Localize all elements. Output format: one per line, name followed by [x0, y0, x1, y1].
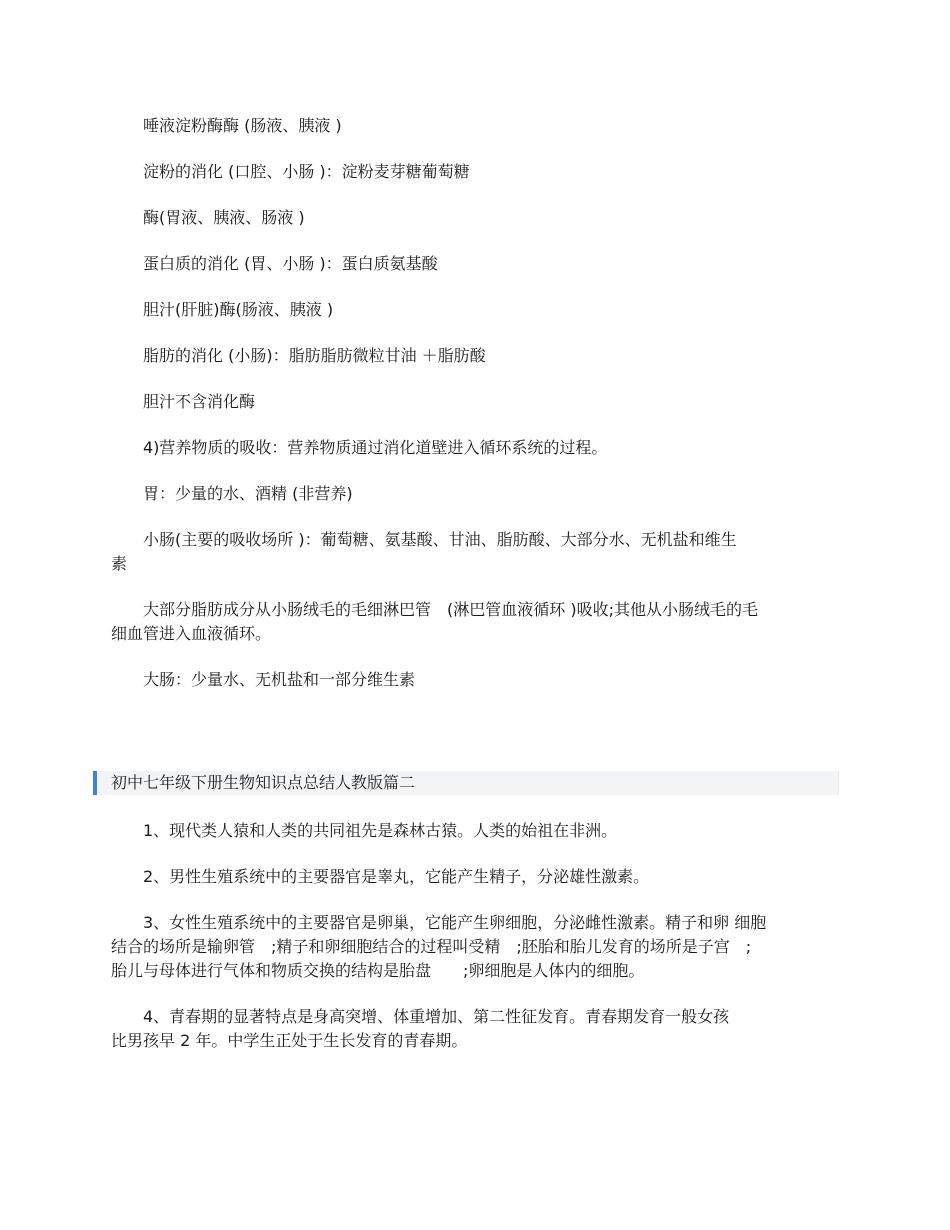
paragraph-human-origin: 1、现代类人猿和人类的共同祖先是森林古猿。人类的始祖在非洲。 — [111, 821, 618, 840]
section-header — [93, 771, 839, 795]
paragraph-puberty: 4、青春期的显著特点是身高突增、体重增加、第二性征发育。青春期发育一般女孩 比男孩早 2 年。中学生正处于生长发育的青春期。 — [111, 1007, 730, 1050]
paragraph-stomach: 胃：少量的水、酒精 (非营养) — [111, 484, 353, 503]
paragraph-fat-digestion: 脂肪的消化 (小肠)：脂肪脂肪微粒甘油 ＋脂肪酸 — [111, 346, 486, 365]
section-title: 初中七年级下册生物知识点总结人教版篇二 — [111, 773, 416, 792]
paragraph-starch-digestion: 淀粉的消化 (口腔、小肠 )：淀粉麦芽糖葡萄糖 — [111, 162, 470, 181]
paragraph-female-reproductive: 3、女性生殖系统中的主要器官是卵巢，它能产生卵细胞，分泌雌性激素。精子和卵 细胞 结合的场所是输卵管 ;精子和卵细胞结合的过程叫受精 ;胚胎和胎儿发育的场所是子宫 ; 胎儿与母体进行气体和物质交换的结构是胎盘 ;卵细胞是人体内的细胞。 — [111, 913, 767, 980]
paragraph-saliva-amylase: 唾液淀粉酶酶 (肠液、胰液 ) — [111, 116, 342, 135]
paragraph-fat-absorption: 大部分脂肪成分从小肠绒毛的毛细淋巴管 (淋巴管血液循环 )吸收;其他从小肠绒毛的毛 细血管进入血液循环。 — [111, 600, 758, 643]
paragraph-small-intestine: 小肠(主要的吸收场所 )：葡萄糖、氨基酸、甘油、脂肪酸、大部分水、无机盐和维生 素 — [111, 530, 737, 573]
section-accent-bar — [93, 771, 97, 795]
paragraph-absorption: 4)营养物质的吸收：营养物质通过消化道壁进入循环系统的过程。 — [111, 438, 608, 457]
paragraph-male-reproductive: 2、男性生殖系统中的主要器官是睾丸，它能产生精子，分泌雄性激素。 — [111, 867, 650, 886]
paragraph-bile-no-enzyme: 胆汁不含消化酶 — [111, 392, 256, 411]
paragraph-protein-digestion: 蛋白质的消化 (胃、小肠 )：蛋白质氨基酸 — [111, 254, 438, 273]
paragraph-enzymes: 酶(胃液、胰液、肠液 ) — [111, 208, 305, 227]
paragraph-large-intestine: 大肠：少量水、无机盐和一部分维生素 — [111, 670, 416, 689]
paragraph-bile-enzymes: 胆汁(肝脏)酶(肠液、胰液 ) — [111, 300, 334, 319]
